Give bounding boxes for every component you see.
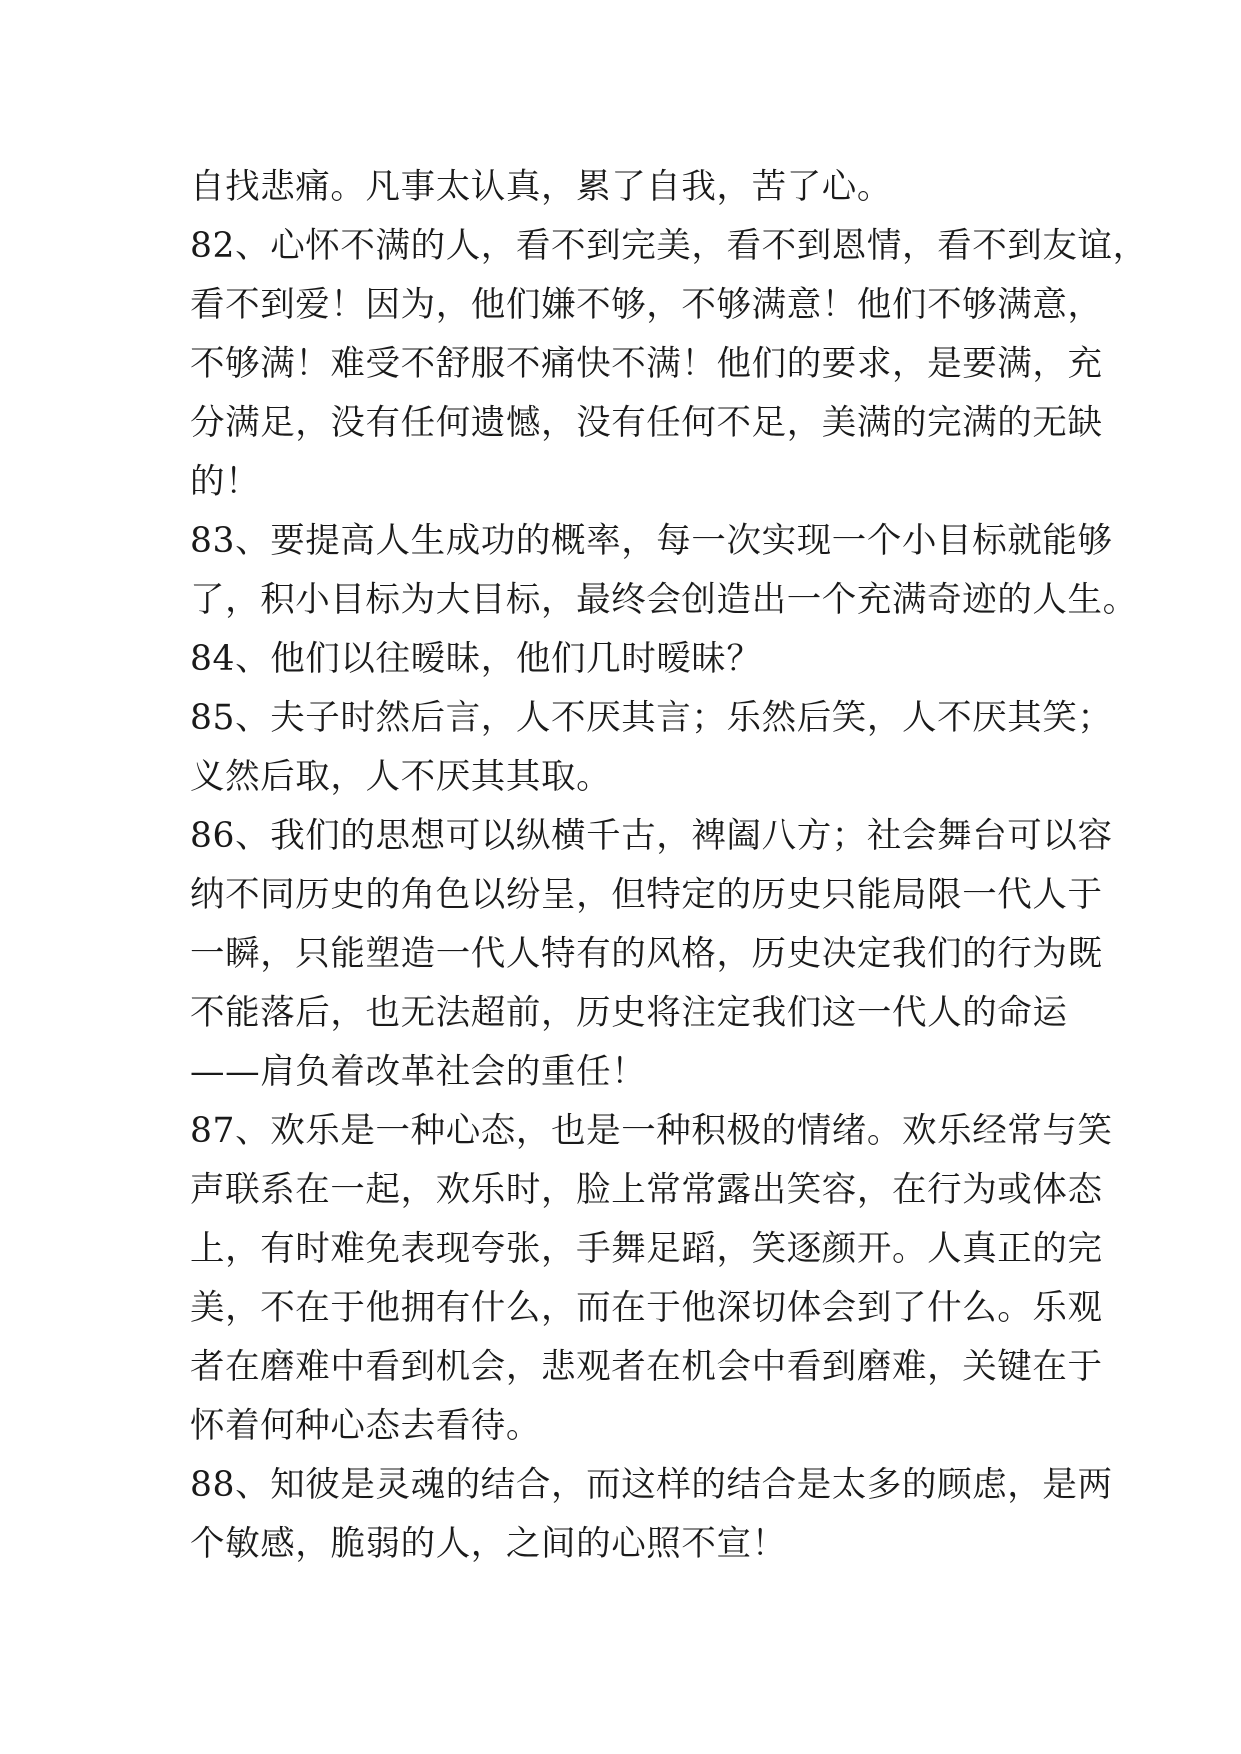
text-line: 不能落后，也无法超前，历史将注定我们这一代人的命运 [190,993,1068,1033]
text-line: 83、要提高人生成功的概率，每一次实现一个小目标就能够 [190,521,1113,561]
text-line: 怀着何种心态去看待。 [190,1406,541,1446]
text-line: 个敏感，脆弱的人，之间的心照不宣！ [190,1524,787,1564]
text-line: 85、夫子时然后言，人不厌其言；乐然后笑，人不厌其笑； [190,698,1113,738]
text-line: 纳不同历史的角色以纷呈，但特定的历史只能局限一代人于 [190,875,1103,915]
text-line: 82、心怀不满的人，看不到完美，看不到恩情，看不到友谊， [190,226,1148,266]
text-line: 义然后取，人不厌其其取。 [190,757,612,797]
text-line: 84、他们以往暧昧，他们几时暧昧？ [190,639,762,679]
text-line: 了，积小目标为大目标，最终会创造出一个充满奇迹的人生。 [190,580,1138,620]
text-line: 88、知彼是灵魂的结合，而这样的结合是太多的顾虑，是两 [190,1465,1113,1505]
text-line: 的！ [190,462,261,502]
text-line: 上，有时难免表现夸张，手舞足蹈，笑逐颜开。人真正的完 [190,1229,1103,1269]
text-line: 87、欢乐是一种心态，也是一种积极的情绪。欢乐经常与笑 [190,1111,1113,1151]
document-body [190,158,1148,1574]
text-line: 者在磨难中看到机会，悲观者在机会中看到磨难，关键在于 [190,1347,1103,1387]
text-line: 不够满！难受不舒服不痛快不满！他们的要求，是要满，充 [190,344,1103,384]
text-line: 86、我们的思想可以纵横千古，裨阖八方；社会舞台可以容 [190,816,1113,856]
text-line: 一瞬，只能塑造一代人特有的风格，历史决定我们的行为既 [190,934,1103,974]
text-line: 分满足，没有任何遗憾，没有任何不足，美满的完满的无缺 [190,403,1103,443]
text-line: 自找悲痛。凡事太认真，累了自我，苦了心。 [190,167,892,207]
text-line: 美，不在于他拥有什么，而在于他深切体会到了什么。乐观 [190,1288,1103,1328]
text-line: 声联系在一起，欢乐时，脸上常常露出笑容，在行为或体态 [190,1170,1103,1210]
text-line: ——肩负着改革社会的重任！ [190,1052,647,1092]
text-line: 看不到爱！因为，他们嫌不够，不够满意！他们不够满意， [190,285,1103,325]
